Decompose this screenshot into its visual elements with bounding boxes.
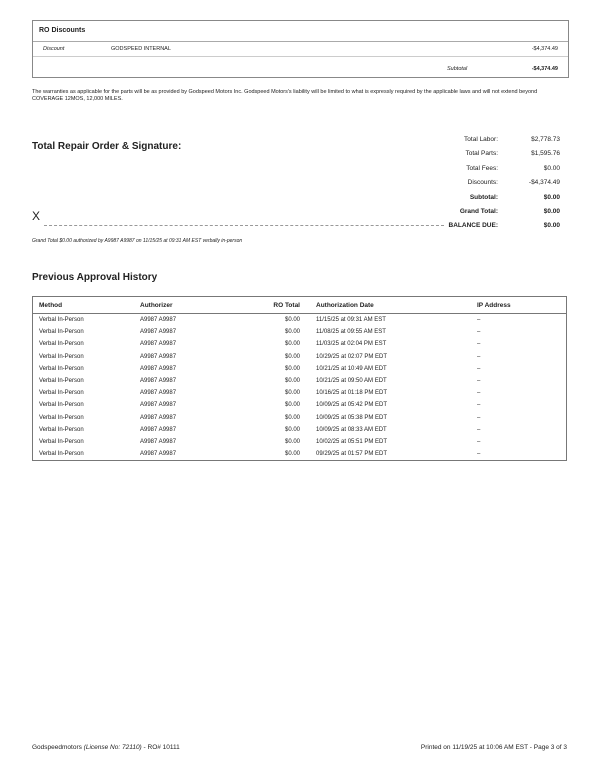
cell-method: Verbal In-Person: [39, 317, 84, 324]
discounts-row: [420, 179, 560, 193]
cell-ro-total: $0.00: [284, 329, 300, 336]
cell-method: Verbal In-Person: [39, 341, 84, 348]
header-authorizer: Authorizer: [134, 297, 255, 314]
table-row: [33, 436, 567, 448]
cell-ip-address: –: [477, 438, 481, 445]
footer-left: [32, 744, 180, 751]
cell-ip-address: –: [477, 390, 481, 397]
cell-authorization-date: 10/09/25 at 08:33 AM EDT: [316, 426, 387, 433]
discounts-value: -$4,374.49: [528, 179, 560, 187]
cell-authorizer: A9987 A9987: [140, 414, 177, 421]
cell-ip-address: –: [477, 378, 481, 385]
discounts-label: Discounts:: [467, 179, 498, 187]
authorization-note: Grand Total $0.00 authorized by A9987 A9987 on 11/15/25 at 09:31 AM EST verbally in-person: [32, 238, 243, 244]
cell-ro-total: $0.00: [284, 402, 300, 409]
table-row: [33, 363, 567, 375]
cell-authorization-date: 10/21/25 at 10:49 AM EDT: [316, 365, 387, 372]
total-parts-label: Total Parts:: [465, 150, 498, 158]
cell-ro-total: $0.00: [284, 317, 300, 324]
cell-ip-address: –: [477, 451, 481, 458]
balance-due-row: [420, 222, 560, 236]
cell-ro-total: $0.00: [284, 365, 300, 372]
ro-discounts-title: RO Discounts: [39, 27, 86, 34]
cell-authorizer: A9987 A9987: [140, 451, 177, 458]
table-row: [33, 448, 567, 461]
cell-authorization-date: 10/09/25 at 05:42 PM EDT: [316, 402, 388, 409]
signature-x: X: [32, 209, 41, 223]
grand-total-value: $0.00: [543, 207, 560, 215]
grand-total-row: [420, 208, 560, 222]
warranty-text: The warranties as applicable for the parts will be as provided by Godspeed Motors Inc. Godspeed Motors's liability will be limited to what is expressly required by the applicable laws and will not extend beyond COVERAGE 12MOS, 12,000 MILES.: [32, 89, 538, 102]
subtotal-value: $0.00: [543, 193, 560, 201]
table-row: [33, 375, 567, 387]
total-parts-row: [420, 150, 560, 164]
cell-method: Verbal In-Person: [39, 438, 84, 445]
total-labor-label: Total Labor:: [464, 136, 498, 143]
table-row: [33, 387, 567, 399]
cell-ro-total: $0.00: [284, 390, 300, 397]
discount-amount: -$4,374.49: [531, 46, 558, 52]
total-fees-label: Total Fees:: [466, 164, 498, 172]
cell-authorization-date: 10/21/25 at 09:50 AM EDT: [316, 378, 387, 385]
cell-authorizer: A9987 A9987: [140, 317, 177, 324]
cell-ip-address: –: [477, 402, 481, 409]
cell-ip-address: –: [477, 414, 481, 421]
ro-subtotal-value: -$4,374.49: [531, 66, 558, 72]
approval-history-table: [32, 296, 567, 461]
signature-line[interactable]: [44, 225, 444, 226]
cell-authorizer: A9987 A9987: [140, 365, 177, 372]
subtotal-label: Subtotal:: [469, 193, 498, 201]
cell-ro-total: $0.00: [284, 378, 300, 385]
total-labor-row: [420, 136, 560, 150]
cell-authorizer: A9987 A9987: [140, 390, 177, 397]
discount-name: GODSPEED INTERNAL: [111, 46, 171, 52]
table-row: [33, 326, 567, 338]
cell-authorizer: A9987 A9987: [140, 353, 177, 360]
header-authorization-date: Authorization Date: [300, 297, 471, 314]
footer-company: Godspeedmotors: [32, 744, 84, 751]
cell-ro-total: $0.00: [284, 438, 300, 445]
cell-method: Verbal In-Person: [39, 414, 84, 421]
cell-method: Verbal In-Person: [39, 378, 84, 385]
subtotal-row: [420, 194, 560, 208]
approval-history-title: Previous Approval History: [32, 272, 158, 283]
total-parts-value: $1,595.76: [531, 150, 560, 158]
ro-discounts-box: [32, 20, 569, 78]
cell-ip-address: –: [477, 426, 481, 433]
footer-ro-number: - RO# 10111: [141, 744, 180, 751]
cell-method: Verbal In-Person: [39, 329, 84, 336]
ro-subtotal-label: Subtotal: [447, 66, 468, 72]
cell-authorization-date: 11/08/25 at 09:55 AM EST: [316, 329, 386, 336]
table-row: [33, 338, 567, 350]
cell-ip-address: –: [477, 353, 481, 360]
cell-authorization-date: 09/29/25 at 01:57 PM EDT: [316, 451, 388, 458]
grand-total-label: Grand Total:: [459, 207, 498, 215]
cell-authorizer: A9987 A9987: [140, 341, 177, 348]
cell-ip-address: –: [477, 317, 481, 324]
cell-ip-address: –: [477, 365, 481, 372]
cell-method: Verbal In-Person: [39, 365, 84, 372]
cell-authorizer: A9987 A9987: [140, 438, 177, 445]
total-fees-value: $0.00: [543, 164, 560, 172]
table-row: [33, 351, 567, 363]
table-row: [33, 424, 567, 436]
cell-method: Verbal In-Person: [39, 426, 84, 433]
cell-ip-address: –: [477, 329, 481, 336]
footer-print-info: Printed on 11/19/25 at 10:06 AM EST - Page 3 of 3: [420, 744, 567, 751]
cell-method: Verbal In-Person: [39, 390, 84, 397]
table-row: [33, 412, 567, 424]
cell-ro-total: $0.00: [284, 451, 300, 458]
cell-authorization-date: 10/16/25 at 01:18 PM EDT: [316, 390, 388, 397]
cell-authorizer: A9987 A9987: [140, 378, 177, 385]
discount-row: [33, 41, 568, 57]
totals-panel: [420, 136, 560, 237]
cell-method: Verbal In-Person: [39, 402, 84, 409]
cell-ip-address: –: [477, 341, 481, 348]
cell-authorization-date: 10/29/25 at 02:07 PM EDT: [316, 353, 388, 360]
cell-ro-total: $0.00: [284, 341, 300, 348]
cell-method: Verbal In-Person: [39, 451, 84, 458]
header-ro-total: RO Total: [255, 297, 300, 314]
cell-authorization-date: 10/02/25 at 05:51 PM EDT: [316, 438, 388, 445]
footer-license: (License No: 72110): [83, 744, 142, 751]
total-labor-value: $2,778.73: [531, 136, 560, 143]
total-fees-row: [420, 165, 560, 179]
balance-due-value: $0.00: [543, 222, 560, 230]
table-header-row: [33, 297, 567, 314]
table-row: [33, 314, 567, 327]
cell-ro-total: $0.00: [284, 353, 300, 360]
cell-ro-total: $0.00: [284, 426, 300, 433]
discount-type: Discount: [43, 46, 65, 52]
cell-authorization-date: 11/03/25 at 02:04 PM EST: [316, 341, 387, 348]
cell-ro-total: $0.00: [284, 414, 300, 421]
cell-authorization-date: 11/15/25 at 09:31 AM EST: [316, 317, 386, 324]
balance-due-label: BALANCE DUE:: [448, 222, 498, 230]
table-row: [33, 399, 567, 411]
cell-authorizer: A9987 A9987: [140, 426, 177, 433]
cell-authorizer: A9987 A9987: [140, 329, 177, 336]
header-method: Method: [33, 297, 135, 314]
signature-title: Total Repair Order & Signature:: [32, 141, 182, 152]
header-ip-address: IP Address: [471, 297, 567, 314]
cell-authorization-date: 10/09/25 at 05:38 PM EDT: [316, 414, 388, 421]
cell-method: Verbal In-Person: [39, 353, 84, 360]
cell-authorizer: A9987 A9987: [140, 402, 177, 409]
